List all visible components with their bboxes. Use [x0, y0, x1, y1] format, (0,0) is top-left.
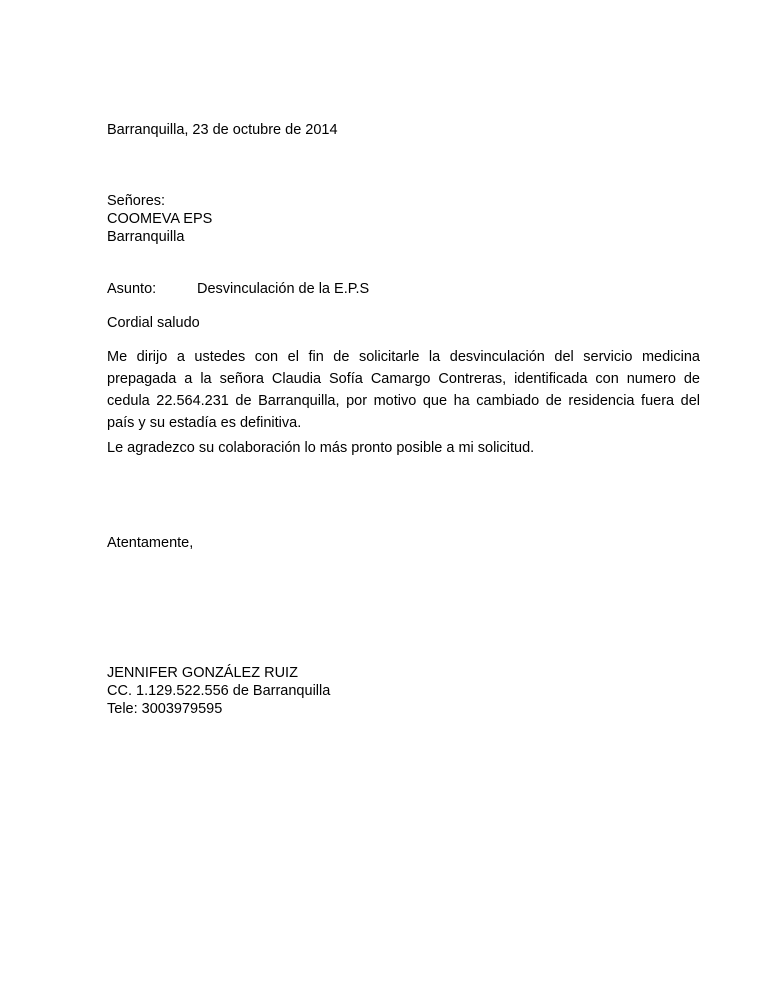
signer-name: JENNIFER GONZÁLEZ RUIZ: [107, 665, 298, 681]
subject-line: [107, 280, 369, 298]
greeting: Cordial saludo: [107, 315, 200, 331]
signer-id: CC. 1.129.522.556 de Barranquilla: [107, 683, 331, 699]
recipient-organization: COOMEVA EPS: [107, 211, 213, 227]
recipient-city: Barranquilla: [107, 229, 185, 245]
closing-paragraph: Le agradezco su colaboración lo más pronto posible a mi solicitud.: [107, 440, 535, 456]
subject-text: Desvinculación de la E.P.S: [197, 281, 370, 297]
recipient-salutation: Señores:: [107, 193, 166, 209]
body-paragraph: Me dirijo a ustedes con el fin de solicitarle la desvinculación del servicio medicina prepagada a la señora Claudia Sofía Camargo Contreras, identificada con numero de cedula 22.564.231 de Barranquilla, por motivo que ha cambiado de residencia fuera del país y su estadía es definitiva.: [107, 349, 700, 431]
place-date: Barranquilla, 23 de octubre de 2014: [107, 122, 338, 138]
signer-phone: Tele: 3003979595: [107, 701, 223, 717]
closing: Atentamente,: [107, 535, 194, 551]
subject-label: Asunto:: [107, 281, 157, 297]
